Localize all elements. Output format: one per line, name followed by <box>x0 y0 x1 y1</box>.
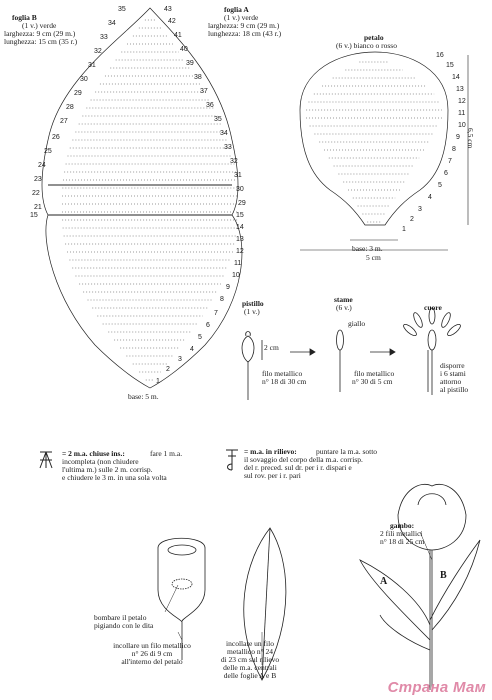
tulip-assembled-drawing <box>360 484 480 690</box>
stamen-count: (6 v.) <box>336 303 352 312</box>
heart-note-2: i 6 stami <box>440 369 466 378</box>
stamen-title: stame <box>334 295 353 304</box>
petal-base: base: 3 m. <box>352 244 383 253</box>
leaf-row-number-right: 37 <box>200 88 208 95</box>
leaf-row-number-right: 32 <box>230 158 238 165</box>
stamen-wire: filo metallico <box>354 369 395 378</box>
leaf-row-number-right: 8 <box>220 296 224 303</box>
leaf-b-width: larghezza: 9 cm (29 m.) <box>4 29 76 38</box>
petal-row-number: 11 <box>458 110 466 117</box>
stamen-wire-spec: n° 30 di 5 cm <box>352 377 393 386</box>
legend-cluster-line-2: incompleta (non chiudere <box>62 457 139 466</box>
leaf-row-number-left: 23 <box>34 176 42 183</box>
petal-count: (6 v.) bianco o rosso <box>336 41 397 50</box>
petal-wire-line-1: incollare un filo metallico <box>113 641 191 650</box>
stem-title: gambo: <box>390 521 415 530</box>
leaf-a-count: (1 v.) verde <box>224 13 259 22</box>
legend-cluster-line-3: l'ultima m.) sulle 2 m. corrisp. <box>62 465 153 474</box>
petal-row-number: 7 <box>448 158 452 165</box>
leaf-row-number-right: 40 <box>180 46 188 53</box>
leaf-row-number-left: 31 <box>88 62 96 69</box>
petal-row-number: 14 <box>452 74 460 81</box>
leaf-a-width: larghezza: 9 cm (29 m.) <box>208 21 280 30</box>
leaf-row-number-right: 10 <box>232 272 240 279</box>
leaf-row-number-right: 38 <box>194 74 202 81</box>
leaf-b-title: foglia B <box>12 13 37 22</box>
petal-row-number: 8 <box>452 146 456 153</box>
legend-raised-line-3: del r. preced. sul dr. per i r. dispari e <box>244 463 352 472</box>
petal-height: 6,5 cm <box>466 128 475 149</box>
leaf-row-number-left: 30 <box>80 76 88 83</box>
leaf-row-number-right: 14 <box>236 224 244 231</box>
heart-note-3: attorno <box>440 377 462 386</box>
leaf-wire-line-4: delle m.a. centrali <box>223 663 277 672</box>
petal-title: petalo <box>364 33 384 42</box>
leaf-row-number-left: 35 <box>118 6 126 13</box>
petal-row-number: 4 <box>428 194 432 201</box>
leaf-row-number-right: 12 <box>236 248 244 255</box>
leaf-a-length: lunghezza: 18 cm (43 r.) <box>208 29 282 38</box>
leaf-row-number-right: 3 <box>178 356 182 363</box>
bomb-petal-line-2: pigiando con le dita <box>94 621 154 630</box>
leaf-row-number-right: 6 <box>206 322 210 329</box>
leaf-row-number-right: 4 <box>190 346 194 353</box>
petal-row-number: 10 <box>458 122 466 129</box>
leaf-row-number-right: 34 <box>220 130 228 137</box>
leaf-row-number-right: 1 <box>156 378 160 385</box>
petal-width: 5 cm <box>366 253 381 262</box>
leaf-row-number-right: 41 <box>174 32 182 39</box>
leaf-row-number-left: 29 <box>74 90 82 97</box>
stem-line-1: 2 fili metallici <box>380 529 423 538</box>
symbol-raised <box>226 450 238 470</box>
leaf-row-number-left: 34 <box>108 20 116 27</box>
leaf-row-number-left: 28 <box>66 104 74 111</box>
leaf-row-number-left: 32 <box>94 48 102 55</box>
pistil-wire: filo metallico <box>262 369 303 378</box>
pistil-drawing <box>242 332 262 401</box>
watermark-logo: Страна Мам <box>387 679 486 696</box>
petal-row-number: 3 <box>418 206 422 213</box>
pistil-wire-spec: n° 18 di 30 cm <box>262 377 307 386</box>
petal-chart <box>300 52 468 250</box>
leaf-row-number-right: 2 <box>166 366 170 373</box>
legend-raised-title: = m.a. in rilievo: <box>244 447 297 456</box>
leaf-row-number-left: 26 <box>52 134 60 141</box>
leaf-row-number-right: 33 <box>224 144 232 151</box>
petal-row-number: 16 <box>436 52 444 59</box>
leaf-row-number-right: 29 <box>238 200 246 207</box>
pistil-title: pistillo <box>242 299 264 308</box>
leaf-row-number-left: 15 <box>30 212 38 219</box>
arrow-1 <box>290 349 315 355</box>
legend-cluster-title: = 2 m.a. chiuse ins.: <box>62 449 125 458</box>
leaf-wire-line-2: metallico n° 24 <box>227 647 273 656</box>
leaf-row-number-left: 24 <box>38 162 46 169</box>
legend-raised-line-4: sul rov. per i r. pari <box>244 471 301 480</box>
petal-row-number: 6 <box>444 170 448 177</box>
arrow-2 <box>370 349 395 355</box>
legend-cluster-line-1: fare 1 m.a. <box>150 449 183 458</box>
leaf-row-number-right: 13 <box>236 236 244 243</box>
leaf-b-length: lunghezza: 15 cm (35 r.) <box>4 37 78 46</box>
symbol-cluster <box>40 452 52 468</box>
leaf-label-b: B <box>440 570 447 581</box>
heart-title: cuore <box>424 303 442 312</box>
leaf-row-number-right: 7 <box>214 310 218 317</box>
petal-row-number: 9 <box>456 134 460 141</box>
heart-note-1: disporre <box>440 361 465 370</box>
leaf-row-number-left: 27 <box>60 118 68 125</box>
leaf-chart <box>42 8 242 388</box>
heart-note-4: al pistillo <box>440 385 469 394</box>
leaf-row-number-left: 21 <box>34 204 42 211</box>
leaf-row-number-right: 11 <box>234 260 242 267</box>
pistil-count: (1 v.) <box>244 307 260 316</box>
leaf-a-title: foglia A <box>224 5 249 14</box>
petal-row-number: 15 <box>446 62 454 69</box>
petal-row-number: 13 <box>456 86 464 93</box>
petal-wire-line-3: all'interno del petalo <box>121 657 183 666</box>
pistil-size: 2 cm <box>264 343 279 352</box>
legend-raised-line-1: puntare la m.a. sotto <box>316 447 378 456</box>
leaf-wire-line-3: di 23 cm sul rilievo <box>220 655 280 664</box>
stamen-color: giallo <box>348 319 366 328</box>
leaf-row-number-right: 15 <box>236 212 244 219</box>
leaf-row-number-right: 36 <box>206 102 214 109</box>
leaf-row-number-left: 33 <box>100 34 108 41</box>
leaf-row-number-right: 5 <box>198 334 202 341</box>
leaf-row-number-right: 43 <box>164 6 172 13</box>
stamen-drawing <box>337 330 344 392</box>
legend-raised-line-2: il sovaggio del corpo della m.a. corrisp. <box>244 455 363 464</box>
petal-row-number: 1 <box>402 226 406 233</box>
leaf-wire-line-1: incollare un filo <box>226 639 274 648</box>
leaf-row-number-right: 35 <box>214 116 222 123</box>
petal-wire-line-2: n° 26 di 9 cm <box>131 649 173 658</box>
leaf-row-number-left: 25 <box>44 148 52 155</box>
leaf-a-base: base: 5 m. <box>128 392 159 401</box>
petal-row-number: 5 <box>438 182 442 189</box>
leaf-row-number-right: 30 <box>236 186 244 193</box>
stem-line-2: n° 18 di 25 cm <box>380 537 425 546</box>
leaf-row-number-left: 22 <box>32 190 40 197</box>
leaf-row-number-right: 31 <box>234 172 242 179</box>
legend-cluster-line-4: e chiudere le 3 m. in una sola volta <box>62 473 167 482</box>
leaf-row-number-right: 39 <box>186 60 194 67</box>
leaf-row-number-right: 42 <box>168 18 176 25</box>
leaf-wire-line-5: delle foglie A e B <box>223 671 277 680</box>
leaf-row-number-right: 9 <box>226 284 230 291</box>
petal-row-number: 2 <box>410 216 414 223</box>
leaf-label-a: A <box>380 576 388 587</box>
leaf-b-count: (1 v.) verde <box>22 21 57 30</box>
petal-row-number: 12 <box>458 98 466 105</box>
bomb-petal-line-1: bombare il petalo <box>94 613 147 622</box>
